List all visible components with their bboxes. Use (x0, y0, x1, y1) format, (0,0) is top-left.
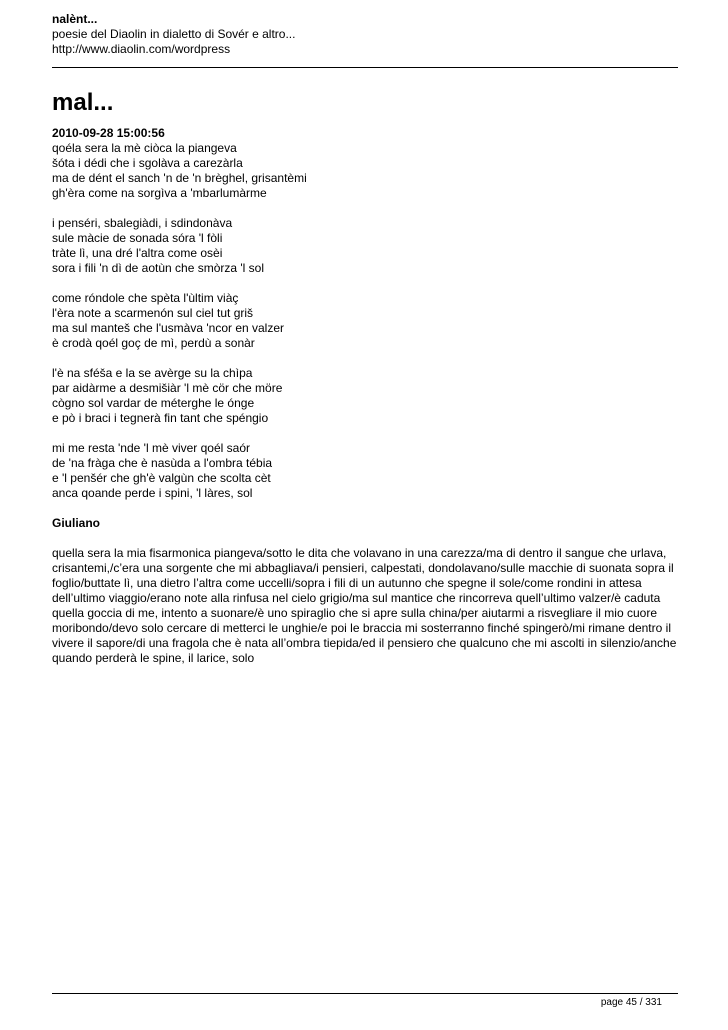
poem-line: par aidàrme a desmišiàr 'l mè cör che möre (52, 381, 283, 395)
poem-stanza (52, 216, 682, 276)
poem-line: ma sul manteš che l'usmàva 'ncor en valzer (52, 321, 285, 335)
poem-line: e 'l penšér che gh'è valgùn che scolta cèt (52, 471, 271, 485)
poem-line: sora i fili 'n dì de aotùn che smòrza 'l sol (52, 261, 265, 275)
poem-line: e pò i braci i tegnerà fin tant che spéngio (52, 411, 269, 425)
site-title: nalènt... (52, 12, 98, 26)
poem-stanza (52, 366, 682, 426)
poem-line: come róndole che spèta l'ùltim viàç (52, 291, 239, 305)
poem-line: sule màcie de sonada sóra 'l fòli (52, 231, 223, 245)
poem-line: anca qoande perde i spini, 'l làres, sol (52, 486, 253, 500)
site-subtitle: poesie del Diaolin in dialetto di Sovér e altro... (52, 27, 296, 41)
italian-translation: quella sera la mia fisarmonica piangeva/sotto le dita che volavano in una carezza/ma di dentro il sangue che urlava, crisantemi,/c’era una sorgente che mi abbagliava/i pensieri, calpestati, dondolavano/sulle macchie di suonata sopra il foglio/buttate lì, una dietro l’altra come uccelli/sopra i fili di un autunno che spegne il sole/come rondini in attesa dell’ultimo viaggio/erano note alla rinfusa nel cielo grigio/ma sul mantice che rincorreva quell’ultimo valzer/è caduta quella goccia di me, intento a suonare/è uno spiraglio che si apre sulla china/per aiutarmi a risvegliare il mio cuore moribondo/devo solo cercare di metterci le unghie/e poi le braccia mi sosterranno finché spingerò/mi rimane dentro il vivere il sapore/di una fragola che è nata all’ombra tiepida/ed il pensiero che qualcuno che mi ascolti in silenzio/anche quando perderà le spine, il larice, solo (52, 546, 677, 665)
poem-line: ma de dént el sanch 'n de 'n brèghel, grisantèmi (52, 171, 307, 185)
page-header (52, 12, 678, 57)
poem-line: tràte lì, una dré l'altra come osèi (52, 246, 223, 260)
poem-line: l'èra note a scarmenón sul ciel tut griš (52, 306, 254, 320)
poem-line: šóta i dédi che i sgolàva a carezàrla (52, 156, 243, 170)
post-title: mal... (52, 89, 114, 116)
post-datetime: 2010-09-28 15:00:56 (52, 126, 165, 140)
footer-divider (52, 993, 678, 994)
poem-line: gh'èra come na sorgìva a 'mbarlumàrme (52, 186, 267, 200)
poem-stanza (52, 291, 682, 351)
poem-line: è crodà qoél goç de mì, perdù a sonàr (52, 336, 255, 350)
poem-line: cògno sol vardar de méterghe le ónge (52, 396, 255, 410)
site-url[interactable]: http://www.diaolin.com/wordpress (52, 42, 231, 56)
page-number: page 45 / 331 (600, 997, 662, 1008)
header-divider (52, 67, 678, 68)
poem-line: mi me resta 'nde 'l mè viver qoél saór (52, 441, 250, 455)
poem-stanza (52, 141, 682, 201)
poem-line: qoéla sera la mè ciòca la piangeva (52, 141, 237, 155)
post-author: Giuliano (52, 516, 100, 530)
poem-line: i penséri, sbalegiàdi, i sdindonàva (52, 216, 233, 230)
poem-stanza (52, 441, 682, 501)
poem-line: l'è na sféša e la se avèrge su la chìpa (52, 366, 253, 380)
post-content (52, 88, 682, 666)
poem-line: de 'na fràga che è nasùda a l'ombra tébia (52, 456, 273, 470)
